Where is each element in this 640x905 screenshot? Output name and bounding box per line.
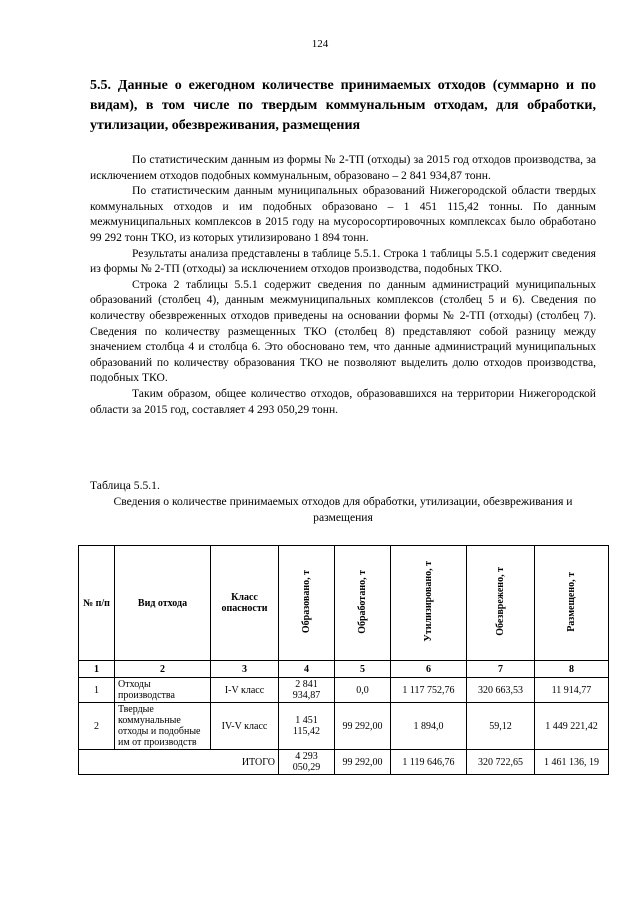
table-title: Сведения о количестве принимаемых отходов для обработки, утилизации, обезвреживания и размещения (113, 495, 573, 524)
paragraph: По статистическим данным из формы № 2-ТП (отходы) за 2015 год отходов производства, за исключением отходов подобных коммунальным, образовано – 2 841 934,87 тонн. (90, 153, 596, 182)
cell: 1 (79, 678, 115, 703)
total-label: ИТОГО (79, 750, 279, 775)
cell: 11 914,77 (535, 678, 609, 703)
page-number: 124 (311, 38, 329, 50)
cell: 4 293 050,29 (279, 750, 335, 775)
cell: IV-V класс (211, 703, 279, 750)
column-number: 6 (391, 661, 467, 678)
waste-table (78, 545, 609, 775)
cell: 1 894,0 (391, 703, 467, 750)
header-label: Образовано, т (301, 569, 312, 634)
table-row (79, 678, 609, 703)
table-header-row (79, 546, 609, 661)
paragraph: Таким образом, общее количество отходов, образовавшихся на территории Нижегородской области за 2015 год, составляет 4 293 050,29 тонн. (90, 386, 596, 416)
paragraph: Результаты анализа представлены в таблице 5.5.1. Строка 1 таблицы 5.5.1 содержит сведения из формы № 2-ТП (отходы) за исключением отходов производства, подобных ТКО. (90, 246, 596, 276)
header-cell: Класс опасности (211, 546, 279, 661)
cell: 99 292,00 (335, 750, 391, 775)
cell: 1 119 646,76 (391, 750, 467, 775)
header-cell (535, 546, 609, 661)
cell: 1 461 136, 19 (535, 750, 609, 775)
cell: 2 841 934,87 (279, 678, 335, 703)
header-cell (467, 546, 535, 661)
header-label: Размещено, т (566, 571, 577, 632)
section-heading: 5.5. Данные о ежегодном количестве принимаемых отходов (суммарно и по видам), в том числе по твердым коммунальным отходам, для обработки, утилизации, обезвреживания, размещения (90, 78, 596, 133)
column-number: 8 (535, 661, 609, 678)
cell: 59,12 (467, 703, 535, 750)
header-label: Обезврежено, т (495, 567, 506, 636)
header-cell (391, 546, 467, 661)
column-number: 1 (79, 661, 115, 678)
cell: Твердые коммунальные отходы и подобные им от производств (115, 703, 211, 750)
table-label: Таблица 5.5.1. (90, 479, 160, 492)
column-number-row (79, 661, 609, 678)
cell: Отходы производства (115, 678, 211, 703)
paragraph: По статистическим данным муниципальных образований Нижегородской области твердых коммунальных отходов и им подобных образовано – 1 451 115,42 тонны. По данным межмуниципальных комплексов в 2015 году на мусоросортировочных комплексах было обработано 99 292 тонн ТКО, из которых утилизировано 1 894 тонн. (90, 184, 596, 244)
cell: 1 449 221,42 (535, 703, 609, 750)
column-number: 2 (115, 661, 211, 678)
total-row (79, 750, 609, 775)
column-number: 3 (211, 661, 279, 678)
table-row (79, 703, 609, 750)
cell: 2 (79, 703, 115, 750)
cell: 320 722,65 (467, 750, 535, 775)
header-cell (335, 546, 391, 661)
body-text (90, 152, 596, 417)
header-label: Обработано, т (357, 569, 368, 634)
cell: 320 663,53 (467, 678, 535, 703)
cell: I-V класс (211, 678, 279, 703)
cell: 0,0 (335, 678, 391, 703)
header-cell (279, 546, 335, 661)
column-number: 7 (467, 661, 535, 678)
column-number: 4 (279, 661, 335, 678)
paragraph: Строка 2 таблицы 5.5.1 содержит сведения по данным администраций муниципальных образований (столбец 4), данным межмуниципальных комплексов (столбец 5 и 6). Сведения по количеству обезвреженных отходов приведены на основании формы № 2-ТП (отходы) (столбец 7). Сведения по количеству размещенных ТКО (столбец 8) представляют собой разницу между значением столбца 4 и столбца 6. Это обосновано тем, что данные администраций муниципальных образований по количеству образования ТКО не позволяют выделить долю отходов производства, подобных ТКО. (90, 277, 596, 385)
header-cell: Вид отхода (115, 546, 211, 661)
cell: 1 117 752,76 (391, 678, 467, 703)
column-number: 5 (335, 661, 391, 678)
cell: 99 292,00 (335, 703, 391, 750)
table-caption (90, 478, 596, 526)
cell: 1 451 115,42 (279, 703, 335, 750)
header-cell: № п/п (79, 546, 115, 661)
header-label: Утилизировано, т (423, 561, 434, 642)
